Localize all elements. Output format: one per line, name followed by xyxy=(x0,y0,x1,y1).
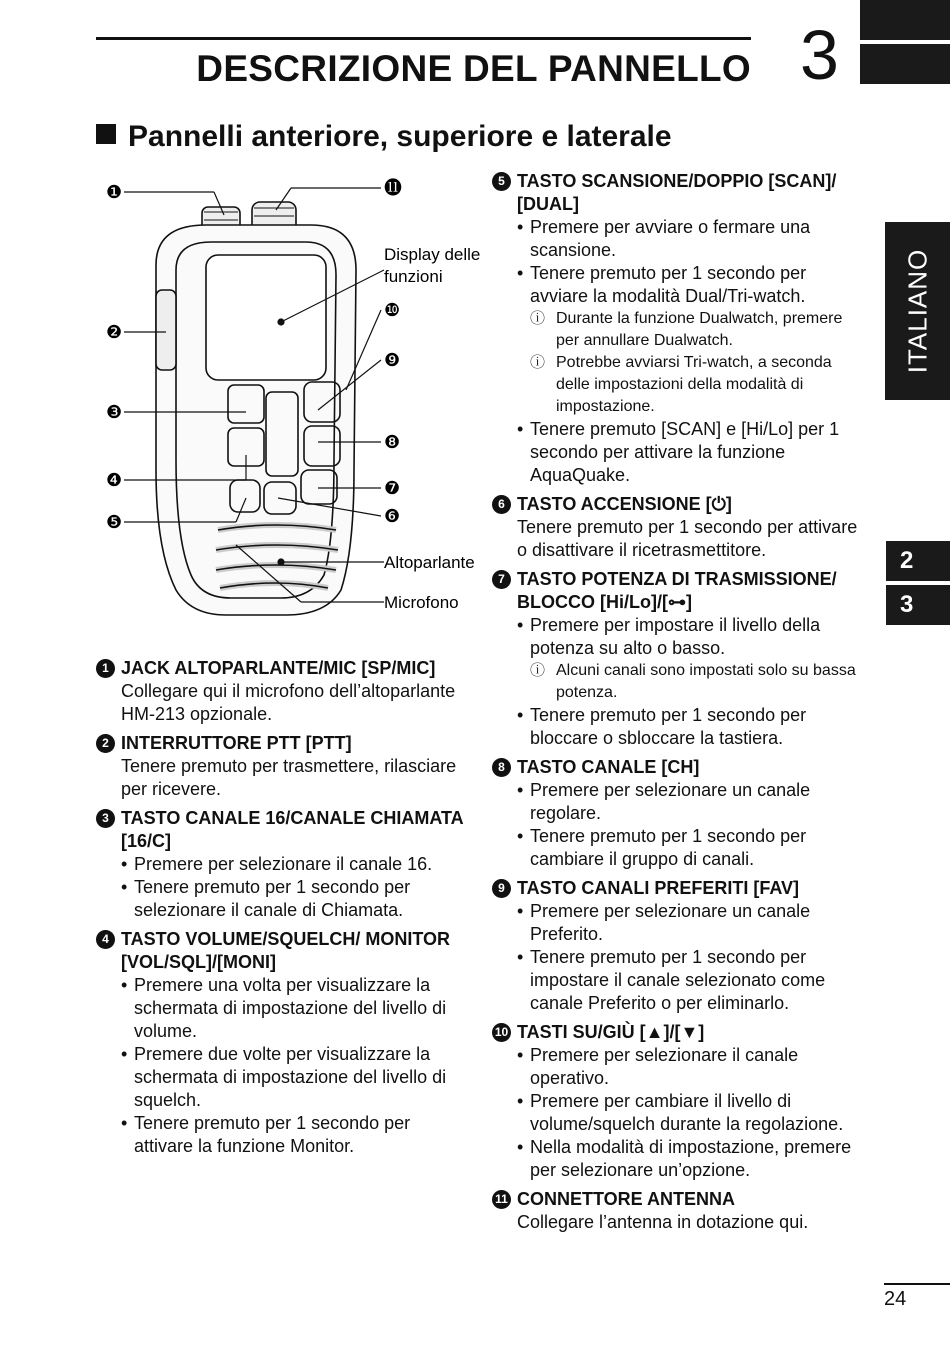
page-title: DESCRIZIONE DEL PANNELLO xyxy=(196,48,751,89)
section-title: Pannelli anteriore, superiore e laterale xyxy=(96,120,672,154)
square-icon xyxy=(96,124,116,144)
header-rule xyxy=(96,37,751,40)
speaker-label: Altoparlante xyxy=(384,553,475,572)
callout-2: ❷ xyxy=(106,322,123,342)
chapter-tab-3: 3 xyxy=(886,585,950,625)
callout-8: ❽ xyxy=(384,432,401,452)
item-7: 7 TASTO POTENZA DI TRASMISSIONE/ BLOCCO [Hi/Lo]/[⊶] • Premere per impostare il livello della potenza su alto o basso. ⓘ Alcuni canali sono impostati solo su bassa potenza. • Tenere premuto per 1 secondo per bloccare o sbloccare la tastiera. xyxy=(492,568,867,750)
callout-1: ❶ xyxy=(106,182,123,202)
item-8: 8 TASTO CANALE [CH] • Premere per selezionare un canale regolare. • Tenere premuto per 1 secondo per cambiare il gruppo di canali. xyxy=(492,756,867,871)
callout-9: ❾ xyxy=(384,350,401,370)
item-9: 9 TASTO CANALI PREFERITI [FAV] • Premere per selezionare un canale Preferito. • Tenere premuto per 1 secondo per impostare il canale selezionato come canale Preferito o per eliminarlo. xyxy=(492,877,867,1015)
chapter-number: 3 xyxy=(800,16,839,94)
page-number-rule xyxy=(884,1283,950,1285)
radio-diagram xyxy=(96,170,491,640)
item-11: 11 CONNETTORE ANTENNA Collegare l’antenna in dotazione qui. xyxy=(492,1188,867,1234)
callout-3: ❸ xyxy=(106,402,123,422)
callout-10: ❿ xyxy=(384,300,401,320)
item-1: 1 JACK ALTOPARLANTE/MIC [SP/MIC] Collegare qui il microfono dell’altoparlante HM-213 opzionale. xyxy=(96,657,466,726)
right-column xyxy=(492,170,867,1240)
display-label-1: Display delle xyxy=(384,245,481,264)
item-4: 4 TASTO VOLUME/SQUELCH/ MONITOR [VOL/SQL]/[MONI] • Premere una volta per visualizzare la schermata di impostazione del livello di volume. • Premere due volte per visualizzare la schermata di impostazione del livello di squelch. • Tenere premuto per 1 secondo per attivare la funzione Monitor. xyxy=(96,928,466,1158)
callout-4: ❹ xyxy=(106,470,123,490)
left-column xyxy=(96,657,466,1164)
item-2: 2 INTERRUTTORE PTT [PTT] Tenere premuto per trasmettere, rilasciare per ricevere. xyxy=(96,732,466,801)
chapter-tab-top xyxy=(860,0,950,40)
item-3: 3 TASTO CANALE 16/CANALE CHIAMATA [16/C] • Premere per selezionare il canale 16. • Tenere premuto per 1 secondo per selezionare il canale di Chiamata. xyxy=(96,807,466,922)
chapter-tab-2: 2 xyxy=(886,541,950,581)
display-label-2: funzioni xyxy=(384,267,443,286)
item-5: 5 TASTO SCANSIONE/DOPPIO [SCAN]/ [DUAL] • Premere per avviare o fermare una scansione. • Tenere premuto per 1 secondo per avviare la modalità Dual/Tri-watch. ⓘ Durante la funzione Dualwatch, premere per annullare Dualwatch. ⓘ Potrebbe avviarsi Tri-watch, a seconda delle impostazioni della modalità di impostazione. • Tenere premuto [SCAN] e [Hi/Lo] per 1 secondo per attivare la funzione AquaQuake. xyxy=(492,170,867,487)
mic-label: Microfono xyxy=(384,593,459,612)
callout-7: ❼ xyxy=(384,478,401,498)
chapter-tab-bottom xyxy=(860,44,950,84)
callout-6: ❻ xyxy=(384,506,401,526)
language-tab: ITALIANO xyxy=(885,222,950,400)
callout-5: ❺ xyxy=(106,512,123,532)
callout-11: ⓫ xyxy=(384,178,402,198)
page-number: 24 xyxy=(884,1288,907,1310)
item-10: 10 TASTI SU/GIÙ [▲]/[▼] • Premere per selezionare il canale operativo. • Premere per cambiare il livello di volume/squelch durante la regolazione. • Nella modalità di impostazione, premere per selezionare un’opzione. xyxy=(492,1021,867,1182)
item-6: 6 TASTO ACCENSIONE [⏻] Tenere premuto per 1 secondo per attivare o disattivare il ricetrasmettitore. xyxy=(492,493,867,562)
